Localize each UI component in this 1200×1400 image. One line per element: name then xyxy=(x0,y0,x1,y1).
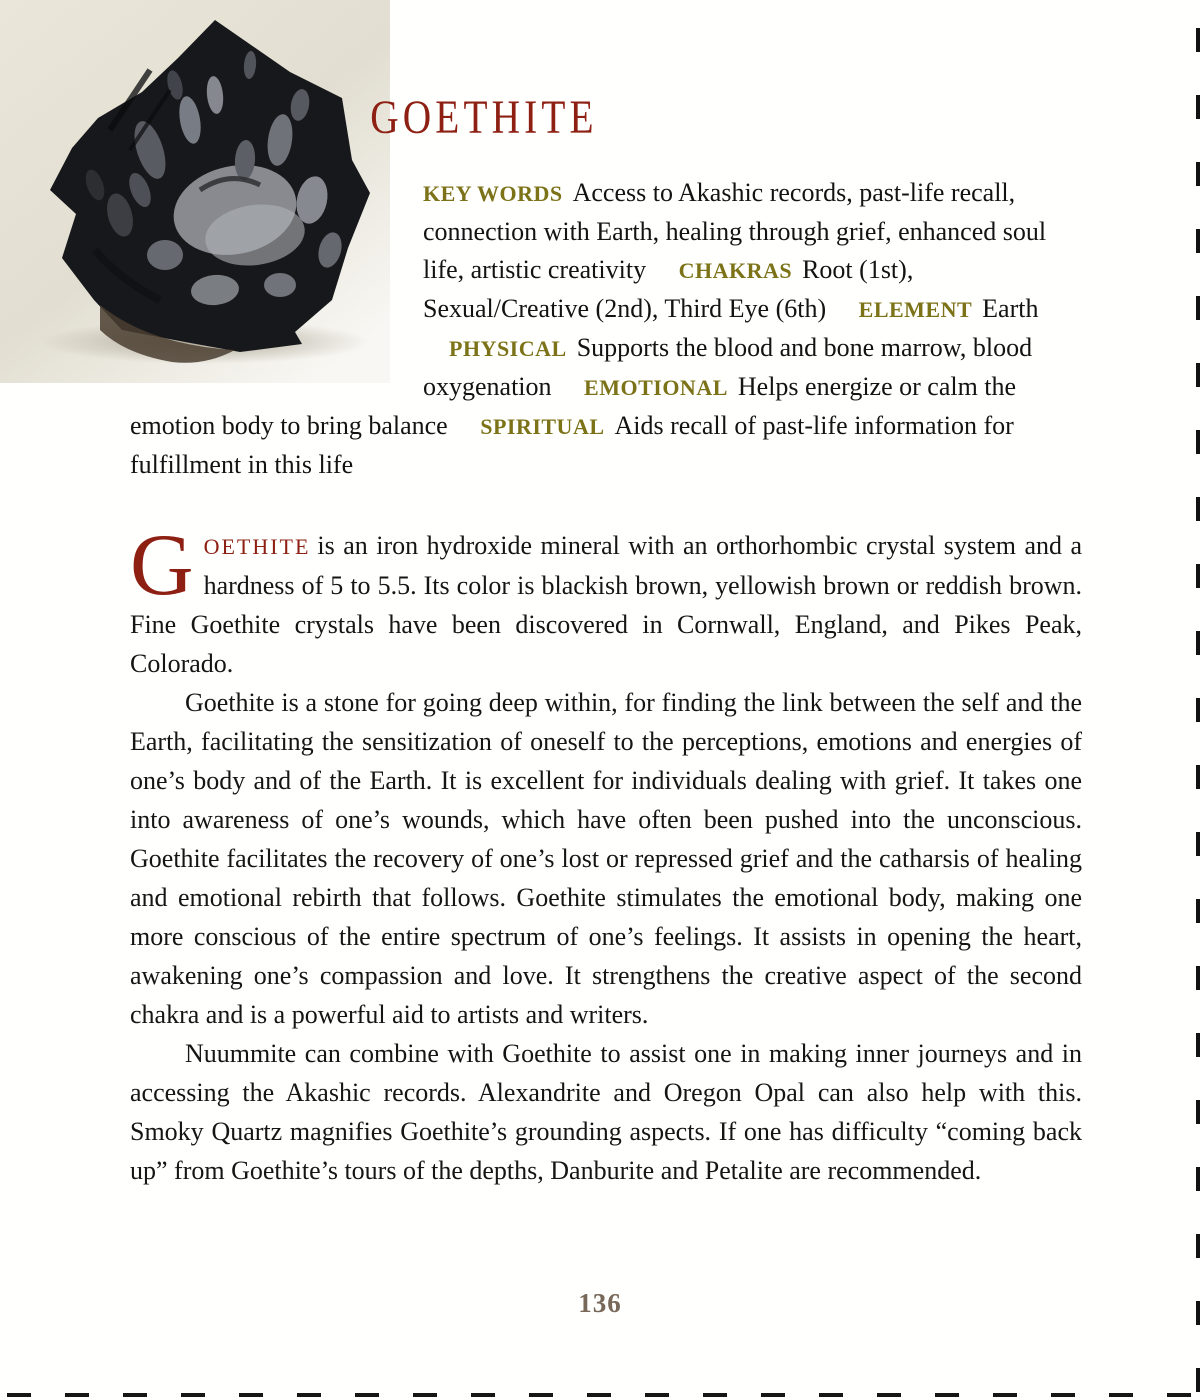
paragraph-2: Goethite is a stone for going deep within, for finding the link between the self and the Earth, facilitating the sensitization of oneself to the perceptions, emotions and energies of one’s body and of the Earth. It is excellent for individuals dealing with grief. It takes one into awareness of one’s wounds, which have often been pushed into the unconscious. Goethite facilitates the recovery of one’s lost or repressed grief and the catharsis of healing and emotional rebirth that follows. Goethite stimulates the emotional body, making one more conscious of the entire spectrum of one’s feelings. It assists in opening the heart, awakening one’s compassion and love. It strengthens the creative aspect of the second chakra and is a powerful aid to artists and writers. xyxy=(130,688,1082,1029)
chakras-label: CHAKRAS xyxy=(678,258,793,283)
page-edge-marks-right xyxy=(1196,28,1200,1394)
spiritual-text: Aids recall of past-life information for fulfillment in this life xyxy=(130,411,1014,479)
physical-label: PHYSICAL xyxy=(449,336,567,361)
text-column xyxy=(130,0,1082,1190)
emotional-text: Helps energize or calm the emotion body to bring balance xyxy=(130,372,1017,440)
key-words-text: Access to Akashic records, past-life recall, connection with Earth, healing through grief, enhanced soul life, artistic creativity xyxy=(423,178,1047,284)
emotional-label: EMOTIONAL xyxy=(584,375,728,400)
lead-word: OETHITE xyxy=(203,534,311,559)
spiritual-label: SPIRITUAL xyxy=(480,414,605,439)
body-text xyxy=(130,517,1082,1190)
drop-cap: G xyxy=(130,517,194,614)
physical-text: Supports the blood and bone marrow, blood oxygenation xyxy=(423,333,1033,401)
photo-spacer xyxy=(130,0,423,400)
paragraph-1-text: is an iron hydroxide mineral with an orthorhombic crystal system and a hardness of 5 to 5.5. Its color is blackish brown, yellowish brown or reddish brown. Fine Goethite crystals have been discovered in Cornwall, England, and Pikes Peak, Colorado. xyxy=(130,531,1082,678)
paragraph-1 xyxy=(130,517,1082,683)
key-words-label: KEY WORDS xyxy=(423,181,563,206)
page-edge-marks-bottom xyxy=(7,1393,1200,1397)
page-number: 136 xyxy=(578,1288,622,1318)
element-label: ELEMENT xyxy=(858,297,973,322)
element-text: Earth xyxy=(982,294,1039,323)
page-title: GOETHITE xyxy=(370,91,598,144)
paragraph-3: Nuummite can combine with Goethite to assist one in making inner journeys and in accessing the Akashic records. Alexandrite and Oregon Opal can also help with this. Smoky Quartz magnifies Goethite’s grounding aspects. If one has difficulty “coming back up” from Goethite’s tours of the depths, Danburite and Petalite are recommended. xyxy=(130,1039,1082,1185)
chakras-text: Root (1st), Sexual/Creative (2nd), Third Eye (6th) xyxy=(423,255,914,323)
